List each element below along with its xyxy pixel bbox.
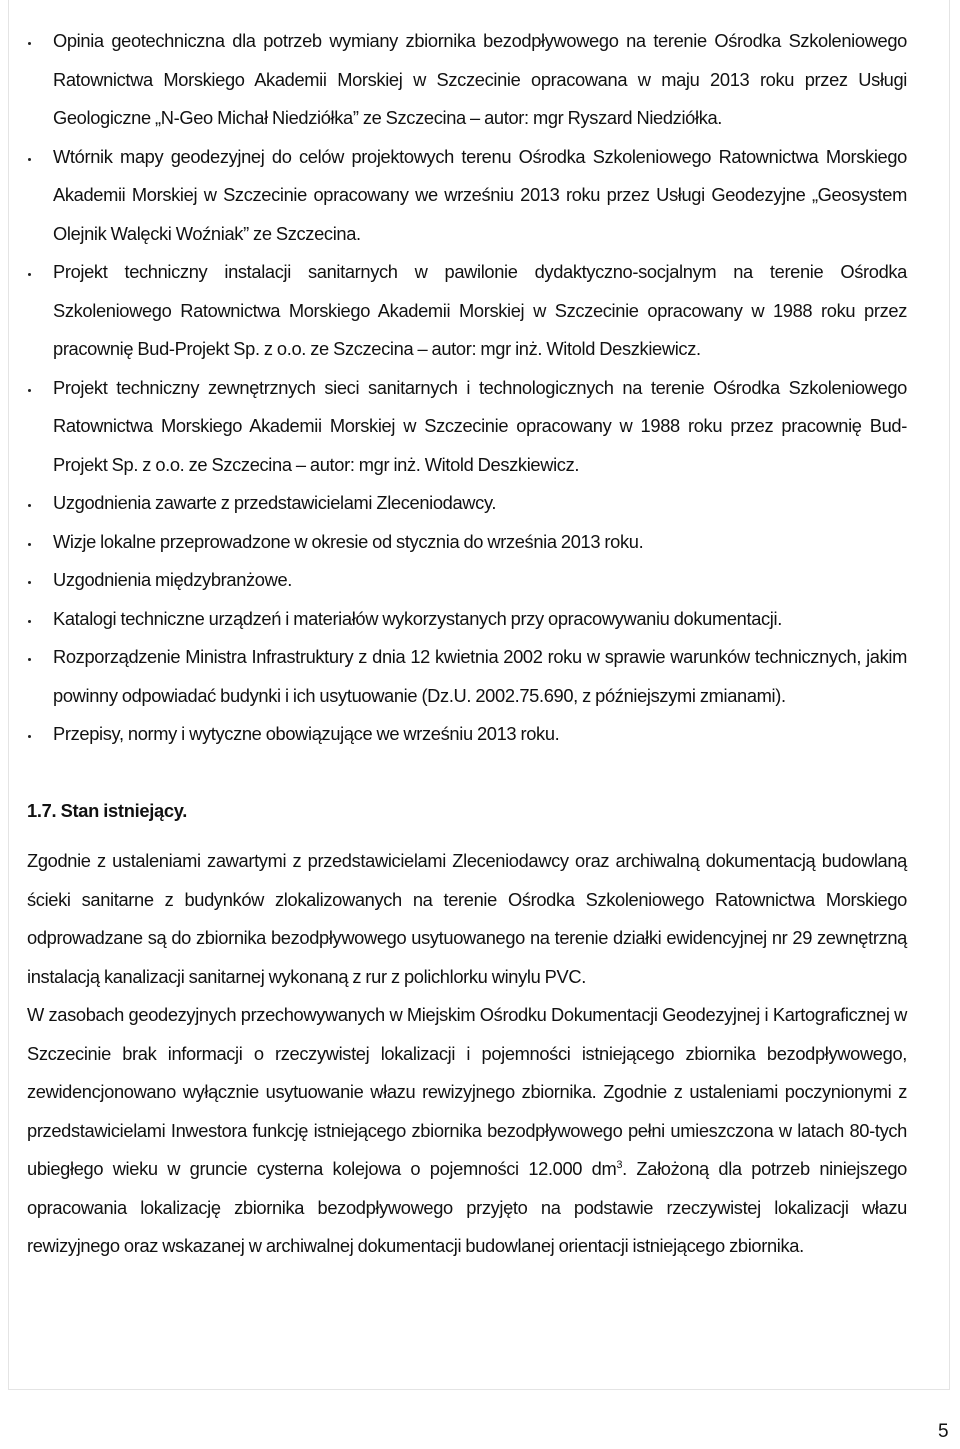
superscript-unit: 3 xyxy=(616,1158,623,1171)
list-item: Wizje lokalne przeprowadzone w okresie od stycznia do września 2013 roku. xyxy=(27,523,907,562)
list-item: Przepisy, normy i wytyczne obowiązujące we wrześniu 2013 roku. xyxy=(27,715,907,754)
list-item: Katalogi techniczne urządzeń i materiałów wykorzystanych przy opracowywaniu dokumentacji. xyxy=(27,600,907,639)
list-item: Wtórnik mapy geodezyjnej do celów projektowych terenu Ośrodka Szkoleniowego Ratownictwa Morskiego Akademii Morskiej w Szczecinie opracowany we wrześniu 2013 roku przez Usługi Geodezyjne „Geosystem Olejnik Walęcki Woźniak” ze Szczecina. xyxy=(27,138,907,254)
list-item: Uzgodnienia międzybranżowe. xyxy=(27,561,907,600)
list-item: Uzgodnienia zawarte z przedstawicielami Zleceniodawcy. xyxy=(27,484,907,523)
list-item: Projekt techniczny instalacji sanitarnych w pawilonie dydaktyczno-socjalnym na terenie Ośrodka Szkoleniowego Ratownictwa Morskiego Akademii Morskiej w Szczecinie opracowany w 1988 roku przez pracownię Bud-Projekt Sp. z o.o. ze Szczecina – autor: mgr inż. Witold Deszkiewicz. xyxy=(27,253,907,369)
paragraph-existing-state: Zgodnie z ustaleniami zawartymi z przedstawicielami Zleceniodawcy oraz archiwalną dokumentacją budowlaną ścieki sanitarne z budynków zlokalizowanych na terenie Ośrodka Szkoleniowego Ratownictwa Morskiego odprowadzane są do zbiornika bezodpływowego usytuowanego na terenie działki ewidencyjnej nr 29 zewnętrzną instalacją kanalizacji sanitarnej wykonaną z rur z polichlorku winylu PVC. xyxy=(27,850,907,987)
paragraph-text: . Założoną dla potrzeb niniejszego opracowania lokalizację zbiornika bezodpływowego przyjęto na podstawie rzeczywistej lokalizacji włazu rewizyjnego oraz wskazanej w archiwalnej dokumentacji budowlanej orientacji istniejącego zbiornika. xyxy=(27,1158,907,1256)
paragraph-text: W zasobach geodezyjnych przechowywanych w Miejskim Ośrodku Dokumentacji Geodezyjnej i Kartograficznej w Szczecinie brak informacji o rzeczywistej lokalizacji i pojemności istniejącego zbiornika bezodpływowego, zewidencjonowano wyłącznie usytuowanie włazu rewizyjnego zbiornika. Zgodnie z ustaleniami poczynionymi z przedstawicielami Inwestora funkcję istniejącego zbiornika bezodpływowego pełni umieszczona w latach 80-tych ubiegłego wieku w gruncie cysterna kolejowa o pojemności 12.000 dm xyxy=(27,1004,907,1179)
document-body xyxy=(27,22,907,1266)
list-item: Projekt techniczny zewnętrznych sieci sanitarnych i technologicznych na terenie Ośrodka Szkoleniowego Ratownictwa Morskiego Akademii Morskiej w Szczecinie opracowany w 1988 roku przez pracownię Bud-Projekt Sp. z o.o. ze Szczecina – autor: mgr inż. Witold Deszkiewicz. xyxy=(27,369,907,485)
section-heading: 1.7. Stan istniejący. xyxy=(27,799,188,821)
list-item: Opinia geotechniczna dla potrzeb wymiany zbiornika bezodpływowego na terenie Ośrodka Szkoleniowego Ratownictwa Morskiego Akademii Morskiej w Szczecinie opracowana w maju 2013 roku przez Usługi Geologiczne „N-Geo Michał Niedziółka” ze Szczecina – autor: mgr Ryszard Niedziółka. xyxy=(27,22,907,138)
list-item: Rozporządzenie Ministra Infrastruktury z dnia 12 kwietnia 2002 roku w sprawie warunków technicznych, jakim powinny odpowiadać budynki i ich usytuowanie (Dz.U. 2002.75.690, z późniejszymi zmianami). xyxy=(27,638,907,715)
source-documents-list xyxy=(27,22,907,754)
paragraph-geodetic-records xyxy=(27,996,907,1266)
page-number: 5 xyxy=(938,1421,949,1442)
